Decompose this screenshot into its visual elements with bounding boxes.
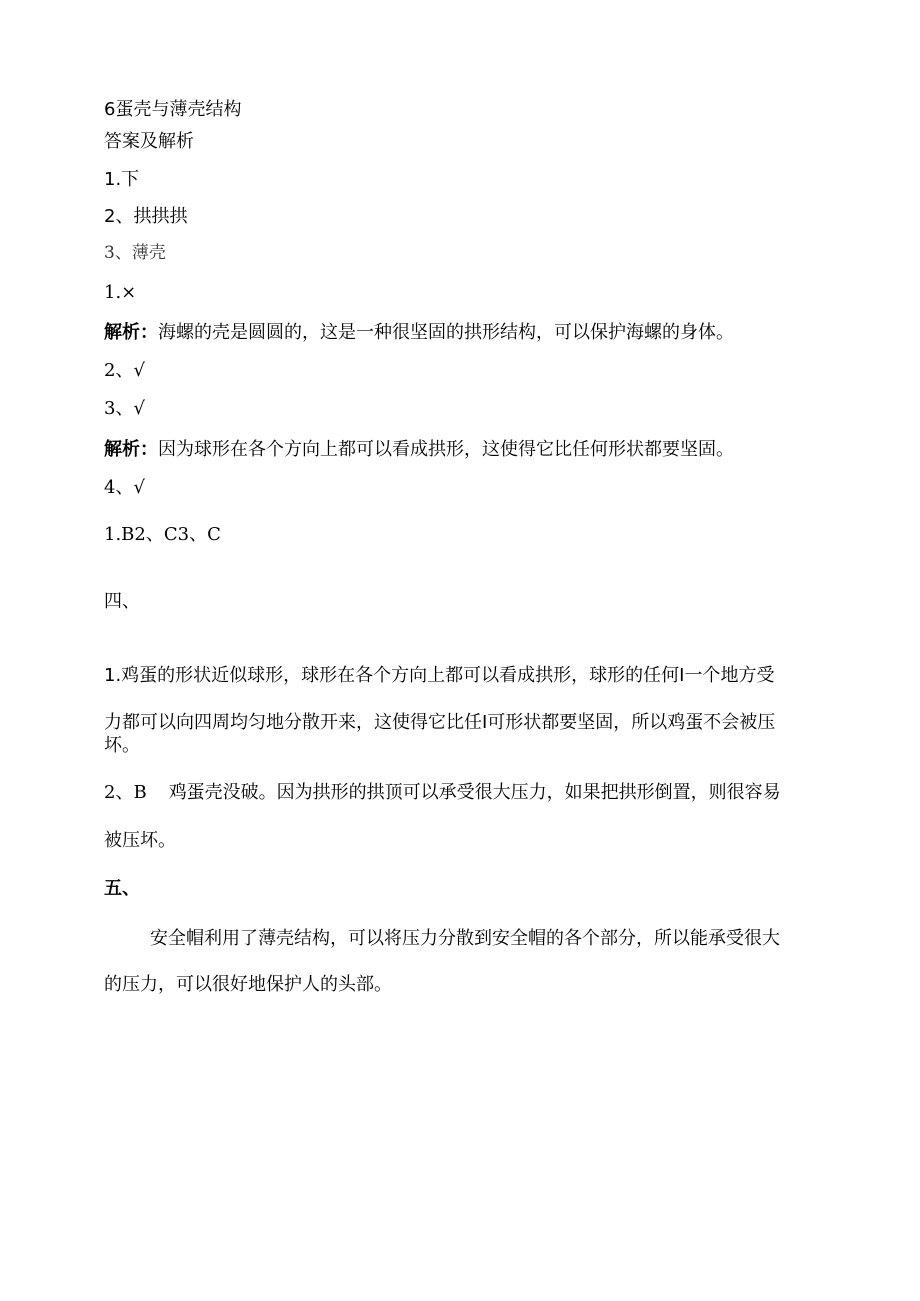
answer-2-2: 2、√ <box>104 360 145 381</box>
document-title: 6蛋壳与薄壳结构 <box>104 99 242 120</box>
section-4-q2-line1 <box>104 781 781 805</box>
analysis-text: 因为球形在各个方向上都可以看成拱形，这使得它比任何形状都要坚固。 <box>158 439 734 460</box>
section-5-heading: 五、 <box>104 878 140 899</box>
section-5-line1: 安全帽利用了薄壳结构，可以将压力分散到安全帽的各个部分，所以能承受很大 <box>150 928 780 949</box>
answer-3: 1.B2、C3、C <box>104 524 221 545</box>
analysis-1 <box>104 321 734 345</box>
answer-1-3: 3、薄壳 <box>104 243 166 263</box>
answer-2-1: 1.× <box>104 282 137 303</box>
section-5-line2: 的压力，可以很好地保护人的头部。 <box>104 974 392 995</box>
section-4-q1-line3: 坏。 <box>104 735 140 756</box>
document-subtitle: 答案及解析 <box>104 131 194 152</box>
section-4-heading: 四、 <box>104 591 140 612</box>
analysis-text: 海螺的壳是圆圆的，这是一种很坚固的拱形结构，可以保护海螺的身体。 <box>158 322 734 343</box>
section-4-q1-line1: 1.鸡蛋的形状近似球形，球形在各个方向上都可以看成拱形，球形的任何Ⅰ一个地方受 <box>104 665 775 686</box>
answer-1-1: 1.下 <box>104 169 140 190</box>
answer-1-2: 2、拱拱拱 <box>104 206 188 227</box>
analysis-label: 解析： <box>104 322 158 343</box>
analysis-label: 解析： <box>104 439 158 460</box>
section-4-q1-line2: 力都可以向四周均匀地分散开来，这使得它比任Ⅰ可形状都要坚固，所以鸡蛋不会被压 <box>104 712 776 733</box>
answer-2-3: 3、√ <box>104 398 145 419</box>
analysis-2 <box>104 438 734 462</box>
answer-2-4: 4、√ <box>104 477 145 498</box>
section-4-q2-line2: 被压坏。 <box>104 830 176 851</box>
section-4-q2-text: 鸡蛋壳没破。因为拱形的拱顶可以承受很大压力，如果把拱形倒置，则很容易 <box>168 782 781 803</box>
section-4-q2-label: 2、B <box>104 782 147 803</box>
